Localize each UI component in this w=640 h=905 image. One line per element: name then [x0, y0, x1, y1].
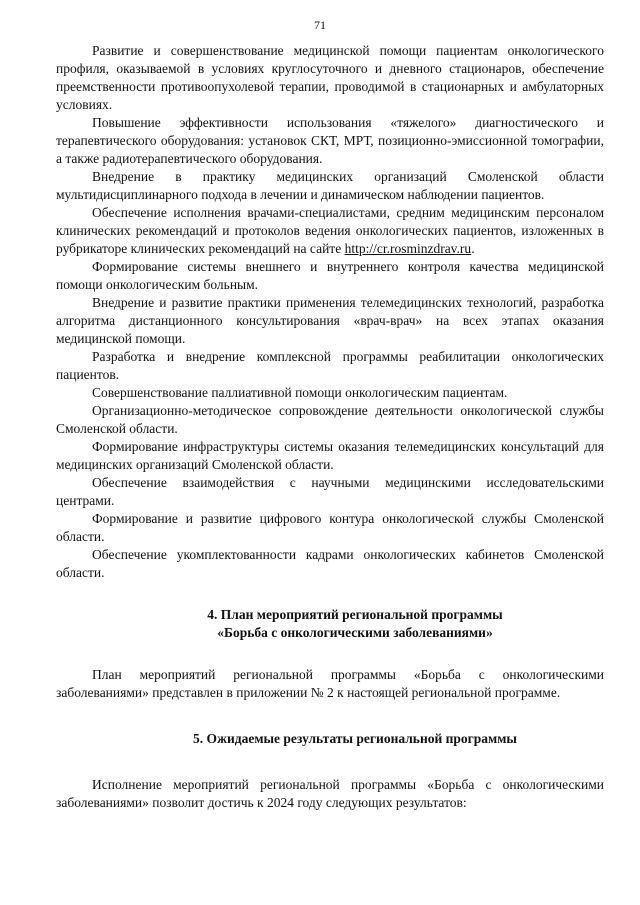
paragraph-quality-control: Формирование системы внешнего и внутреннего контроля качества медицинской помощи онкологическим больным.	[56, 259, 604, 292]
paragraph-telemedicine: Внедрение и развитие практики применения телемедицинских технологий, разработка алгоритма дистанционного консультирования «врач-врач» на всех этапах оказания медицинской помощи.	[56, 295, 604, 346]
paragraph-clinical-guidelines	[56, 204, 604, 258]
paragraph-methodological-support: Организационно-методическое сопровождение деятельности онкологической службы Смоленской области.	[56, 403, 604, 436]
paragraph-telemedicine-infrastructure: Формирование инфраструктуры системы оказания телемедицинских консультаций для медицинских организаций Смоленской области.	[56, 439, 604, 472]
section-5-text: Исполнение мероприятий региональной программы «Борьба с онкологическими заболеваниями» позволит достичь к 2024 году следующих результатов:	[56, 777, 604, 810]
section-4-text: План мероприятий региональной программы «Борьба с онкологическими заболеваниями» представлен в приложении № 2 к настоящей региональной программе.	[56, 667, 604, 700]
paragraph-digital-contour: Формирование и развитие цифрового контура онкологической службы Смоленской области.	[56, 511, 604, 544]
paragraph-palliative-care: Совершенствование паллиативной помощи онкологическим пациентам.	[92, 385, 508, 400]
paragraph-clinical-guidelines-text: Обеспечение исполнения врачами-специалистами, средним медицинским персоналом клинических рекомендаций и протоколов ведения онкологических пациентов, изложенных в рубрикаторе клинических рекомендаций на сайте	[56, 205, 604, 256]
paragraph-equipment-efficiency: Повышение эффективности использования «тяжелого» диагностического и терапевтического оборудования: установок СКТ, МРТ, позиционно-эмиссионной томографии, а также радиотерапевтического оборудования.	[56, 115, 604, 166]
section-4-heading	[56, 606, 604, 642]
paragraph-rehabilitation: Разработка и внедрение комплексной программы реабилитации онкологических пациентов.	[56, 349, 604, 382]
rubricator-link[interactable]: http://cr.rosminzdrav.ru	[344, 241, 472, 256]
paragraph-clinical-guidelines-end: .	[471, 241, 475, 256]
document-body	[56, 42, 604, 812]
section-5-heading: 5. Ожидаемые результаты региональной программы	[193, 731, 517, 746]
paragraph-treatment-development: Развитие и совершенствование медицинской помощи пациентам онкологического профиля, оказываемой в условиях круглосуточного и дневного стационаров, обеспечение преемственности противоопухолевой терапии, проводимой в стационарных и амбулаторных условиях.	[56, 43, 604, 112]
section-4-title-line2: «Борьба с онкологическими заболеваниями»	[217, 625, 493, 640]
paragraph-research-centers: Обеспечение взаимодействия с научными медицинскими исследовательскими центрами.	[56, 475, 604, 508]
paragraph-staffing: Обеспечение укомплектованности кадрами онкологических кабинетов Смоленской области.	[56, 547, 604, 580]
section-4-title-line1: 4. План мероприятий региональной программы	[207, 607, 503, 622]
paragraph-multidisciplinary-approach: Внедрение в практику медицинских организаций Смоленской области мультидисциплинарного подхода в лечении и динамическом наблюдении пациентов.	[56, 169, 604, 202]
page-number: 71	[314, 18, 326, 32]
